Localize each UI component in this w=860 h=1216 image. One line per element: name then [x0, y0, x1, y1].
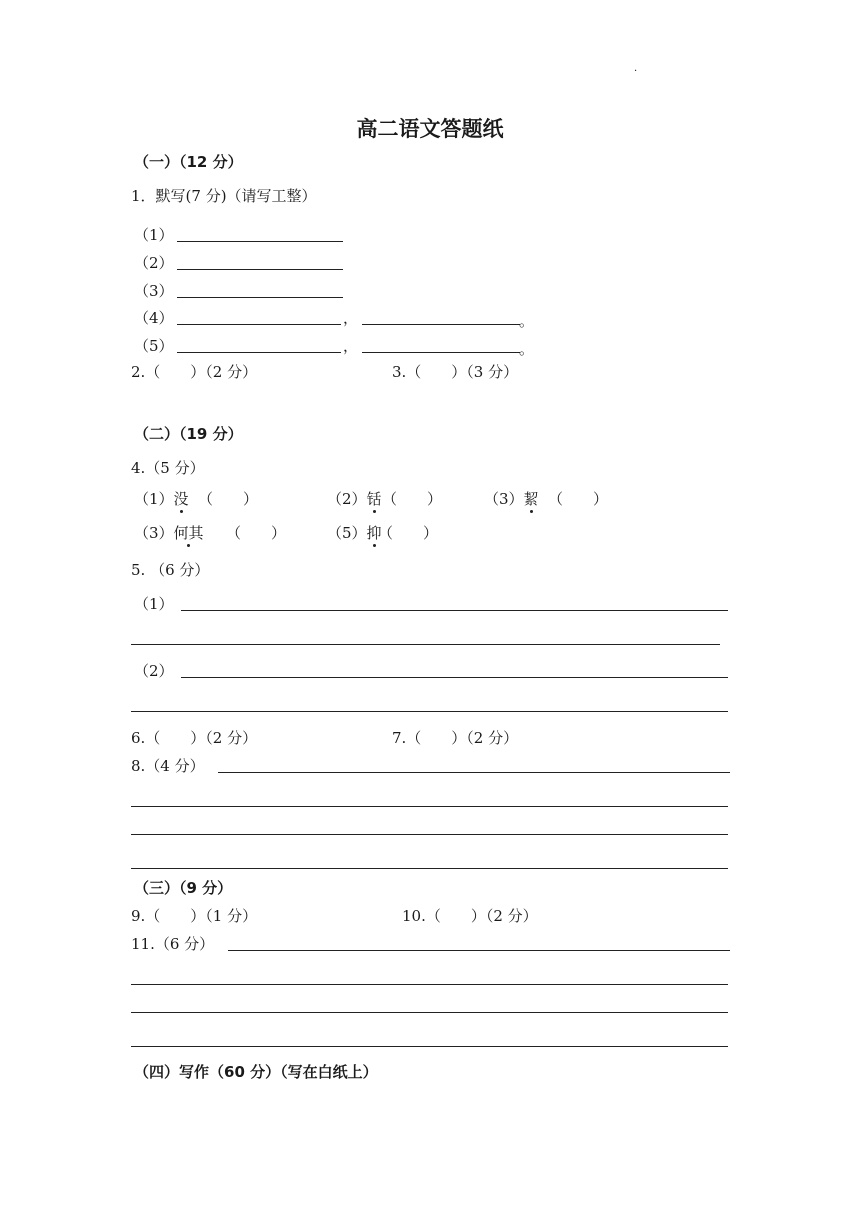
answer-line-3[interactable]: [177, 297, 343, 298]
q10: 10.（ ）（2 分）: [402, 907, 538, 925]
blank-label-3: （3）: [134, 282, 174, 300]
q8-line-4[interactable]: [131, 868, 728, 869]
q4-item-3-label: （3）: [484, 490, 524, 508]
q4-item-2-label: （2）: [327, 490, 367, 508]
q7: 7.（ ）（2 分）: [392, 729, 519, 747]
page-title: 高二语文答题纸: [356, 117, 504, 141]
q4-item-2-word: 铦: [366, 490, 382, 508]
q11: 11.（6 分）: [131, 935, 215, 953]
q8-line-2[interactable]: [131, 806, 728, 807]
answer-line-1[interactable]: [177, 241, 343, 242]
answer-line-5b[interactable]: [362, 352, 520, 353]
comma-4: ，: [343, 309, 359, 327]
blank-label-2: （2）: [134, 254, 174, 272]
answer-line-4a[interactable]: [177, 324, 341, 325]
q4-item-4: [134, 523, 204, 543]
header-dot: ·: [634, 66, 638, 77]
q11-line-3[interactable]: [131, 1012, 728, 1013]
q4-item-4-paren: （ ）: [226, 524, 287, 542]
q2: 2.（ ）（2 分）: [131, 363, 258, 381]
q8: 8.（4 分）: [131, 757, 205, 775]
q1-instruction: 1．默写(7 分)（请写工整）: [131, 187, 317, 205]
q11-line-1[interactable]: [228, 950, 730, 951]
q4-item-3: [484, 489, 539, 509]
section2-heading: （二）（19 分）: [134, 425, 243, 443]
answer-line-5a[interactable]: [177, 352, 341, 353]
q8-line-1[interactable]: [218, 772, 730, 773]
section3-heading: （三）（9 分）: [134, 879, 233, 897]
q6: 6.（ ）（2 分）: [131, 729, 258, 747]
q4-item-1-paren: （ ）: [198, 490, 259, 508]
q5-line-1b[interactable]: [131, 644, 720, 645]
q5-line-1a[interactable]: [181, 610, 728, 611]
blank-label-5: （5）: [134, 337, 174, 355]
q4-item-5-label: （5）: [327, 524, 367, 542]
period-5: 。: [519, 340, 535, 358]
q4-item-3-word: 絜: [523, 490, 539, 508]
answer-line-2[interactable]: [177, 269, 343, 270]
q5-line-2b[interactable]: [131, 711, 728, 712]
q8-line-3[interactable]: [131, 834, 728, 835]
q3: 3.（ ）（3 分）: [392, 363, 519, 381]
q4-item-2: [327, 489, 382, 509]
section1-heading: （一）（12 分）: [134, 153, 243, 171]
blank-label-4: （4）: [134, 309, 174, 327]
q4-item-2-paren: （ ）: [382, 490, 443, 508]
q5: 5. （6 分）: [131, 561, 210, 579]
q4-item-5: [327, 523, 382, 543]
q4-item-5-word: 抑: [366, 524, 382, 542]
q4: 4.（5 分）: [131, 459, 205, 477]
q9: 9.（ ）（1 分）: [131, 907, 258, 925]
comma-5: ，: [343, 337, 359, 355]
blank-label-1: （1）: [134, 226, 174, 244]
answer-line-4b[interactable]: [362, 324, 520, 325]
q11-line-4[interactable]: [131, 1046, 728, 1047]
q5-line-2a[interactable]: [181, 677, 728, 678]
q4-item-1-word: 没: [173, 490, 189, 508]
q4-item-5-paren: （ ）: [378, 524, 439, 542]
q4-item-4-word: 何其: [173, 524, 204, 542]
q4-item-1: [134, 489, 189, 509]
q5-sub-1: （1）: [134, 595, 174, 613]
q5-sub-2: （2）: [134, 662, 174, 680]
q4-item-1-label: （1）: [134, 490, 174, 508]
period-4: 。: [519, 312, 535, 330]
q11-line-2[interactable]: [131, 984, 728, 985]
section4-heading: （四）写作（60 分）（写在白纸上）: [134, 1063, 378, 1081]
q4-item-3-paren: （ ）: [548, 490, 609, 508]
q4-item-4-label: （3）: [134, 524, 174, 542]
